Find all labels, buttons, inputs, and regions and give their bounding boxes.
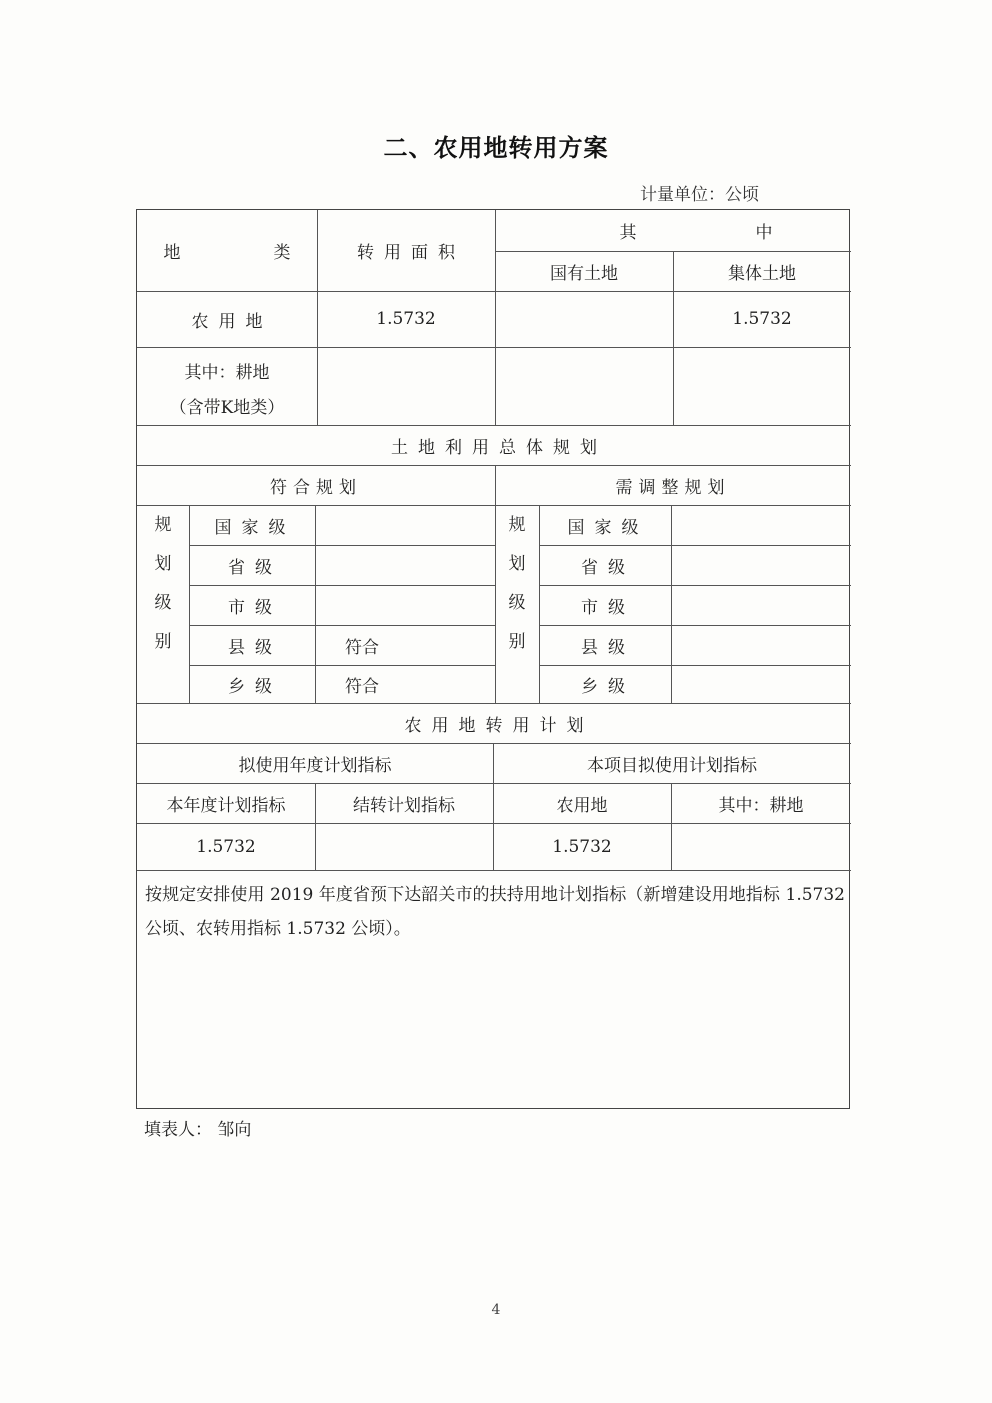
level-char: 级	[154, 593, 172, 613]
level-char: 规	[508, 515, 526, 535]
conform-level-township: 乡级	[228, 676, 282, 697]
adjust-value-county	[671, 625, 851, 665]
adjust-value-national	[671, 505, 851, 545]
conform-level-county: 县级	[228, 637, 282, 658]
plan-current-year-value: 1.5732	[196, 836, 256, 857]
adjust-value-province	[671, 545, 851, 585]
row-arable-label: 其中：耕地	[184, 362, 270, 383]
row-agri-state	[495, 291, 673, 347]
plan-current-year-header: 本年度计划指标	[166, 795, 286, 816]
adjust-level-county: 县级	[581, 637, 635, 658]
row-agri-label: 农用地	[191, 311, 273, 332]
plan-arable-value	[671, 823, 851, 870]
plan-agri-land-header: 农用地	[556, 795, 608, 816]
level-char: 划	[508, 554, 526, 574]
row-agri-area: 1.5732	[376, 309, 436, 329]
plan-carryover-value	[315, 823, 493, 870]
conform-level-label	[153, 506, 173, 662]
filler-signature: 填表人： 邹向	[144, 1120, 252, 1140]
plan-note: 按规定安排使用 2019 年度省预下达韶关市的扶持用地计划指标（新增建设用地指标 1.5732 公顷、农转用指标 1.5732 公顷）。	[145, 885, 845, 939]
adjust-level-national: 国家级	[567, 517, 649, 538]
level-char: 别	[154, 632, 172, 652]
adjust-title: 需调整规划	[615, 477, 731, 498]
planning-section-title: 土地利用总体规划	[391, 437, 607, 458]
plan-arable-header: 其中：耕地	[718, 795, 804, 816]
row-agri-collective: 1.5732	[732, 309, 792, 329]
header-converted-area: 转用面积	[357, 243, 465, 263]
adjust-level-label	[507, 506, 527, 662]
header-land-type-right: 类	[273, 243, 291, 263]
conform-value-city	[315, 585, 495, 625]
plan-agri-land-value: 1.5732	[552, 836, 612, 857]
conform-title: 符合规划	[270, 477, 362, 498]
conform-level-province: 省级	[228, 557, 282, 578]
adjust-value-township	[671, 665, 851, 703]
conform-level-national: 国家级	[214, 517, 296, 538]
header-of-which-left: 其	[619, 223, 637, 243]
header-state-land: 国有土地	[550, 263, 618, 284]
conform-value-national	[315, 505, 495, 545]
conform-value-county: 符合	[345, 637, 379, 658]
page-number: 4	[491, 1302, 501, 1318]
adjust-level-city: 市级	[581, 597, 635, 618]
adjust-level-township: 乡级	[581, 676, 635, 697]
plan-annual-title: 拟使用年度计划指标	[238, 755, 392, 776]
adjust-level-province: 省级	[581, 557, 635, 578]
level-char: 别	[508, 632, 526, 652]
plan-section-title: 农用地转用计划	[404, 715, 594, 736]
conversion-table	[136, 209, 850, 1109]
level-char: 划	[154, 554, 172, 574]
header-land-type-left: 地	[163, 243, 181, 263]
unit-label: 计量单位：公顷	[640, 185, 759, 205]
conform-value-township: 符合	[345, 676, 379, 697]
adjust-value-city	[671, 585, 851, 625]
plan-carryover-header: 结转计划指标	[353, 795, 455, 816]
row-arable-sublabel: （含带K地类）	[169, 397, 285, 418]
conform-level-city: 市级	[228, 597, 282, 618]
plan-project-title: 本项目拟使用计划指标	[587, 755, 757, 776]
level-char: 级	[508, 593, 526, 613]
page-title: 二、农用地转用方案	[383, 134, 609, 162]
conform-value-province	[315, 545, 495, 585]
level-char: 规	[154, 515, 172, 535]
header-collective-land: 集体土地	[728, 263, 796, 284]
header-of-which-right: 中	[755, 223, 773, 243]
